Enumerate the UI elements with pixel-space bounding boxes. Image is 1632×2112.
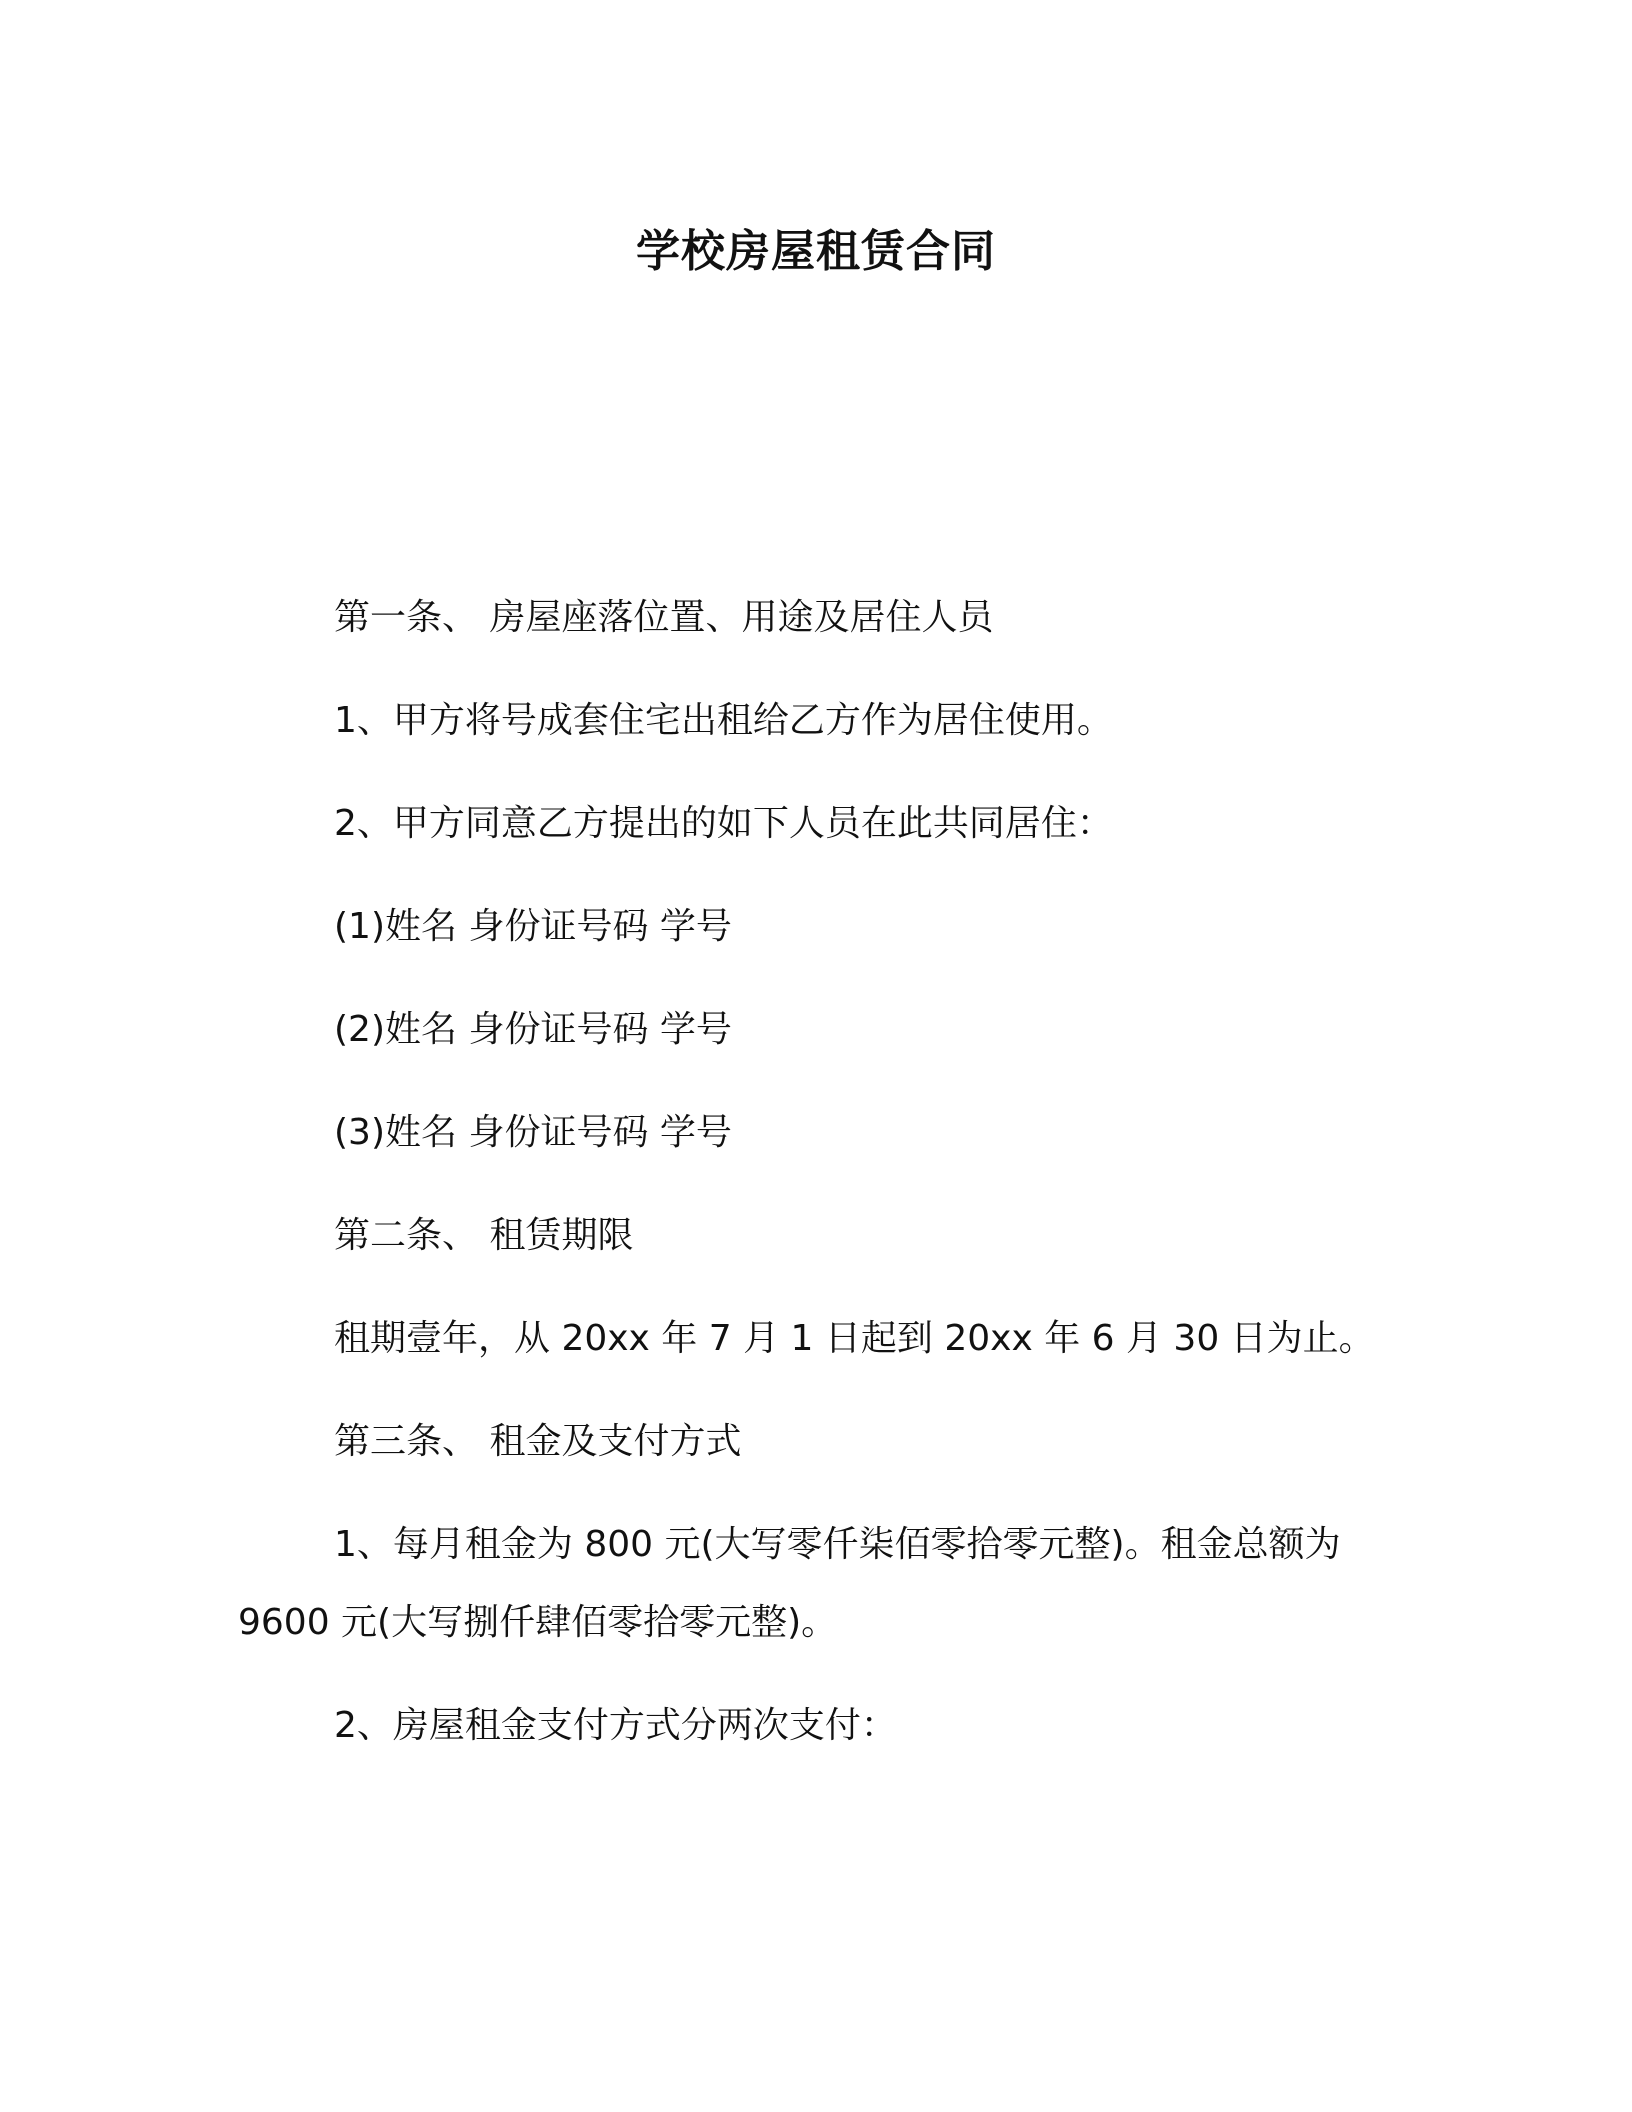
- resident-2: (2)姓名 身份证号码 学号: [334, 1009, 732, 1050]
- article-2-heading: 第二条、 租赁期限: [334, 1215, 634, 1256]
- clause-1-1: 1、甲方将号成套住宅出租给乙方作为居住使用。: [334, 700, 1113, 741]
- resident-3: (3)姓名 身份证号码 学号: [334, 1112, 732, 1153]
- clause-3-2: 2、房屋租金支付方式分两次支付：: [334, 1705, 897, 1746]
- article-3-heading: 第三条、 租金及支付方式: [334, 1421, 742, 1462]
- lease-term: 租期壹年，从 20xx 年 7 月 1 日起到 20xx 年 6 月 30 日为止。: [334, 1318, 1375, 1359]
- clause-3-1: 1、每月租金为 800 元(大写零仟柒佰零拾零元整)。租金总额为: [334, 1524, 1341, 1565]
- clause-1-2: 2、甲方同意乙方提出的如下人员在此共同居住：: [334, 803, 1113, 844]
- clause-3-1-continued: 9600 元(大写捌仟肆佰零拾零元整)。: [238, 1602, 838, 1643]
- resident-1: (1)姓名 身份证号码 学号: [334, 906, 732, 947]
- document-title: 学校房屋租赁合同: [636, 226, 996, 277]
- article-1-heading: 第一条、 房屋座落位置、用途及居住人员: [334, 597, 994, 638]
